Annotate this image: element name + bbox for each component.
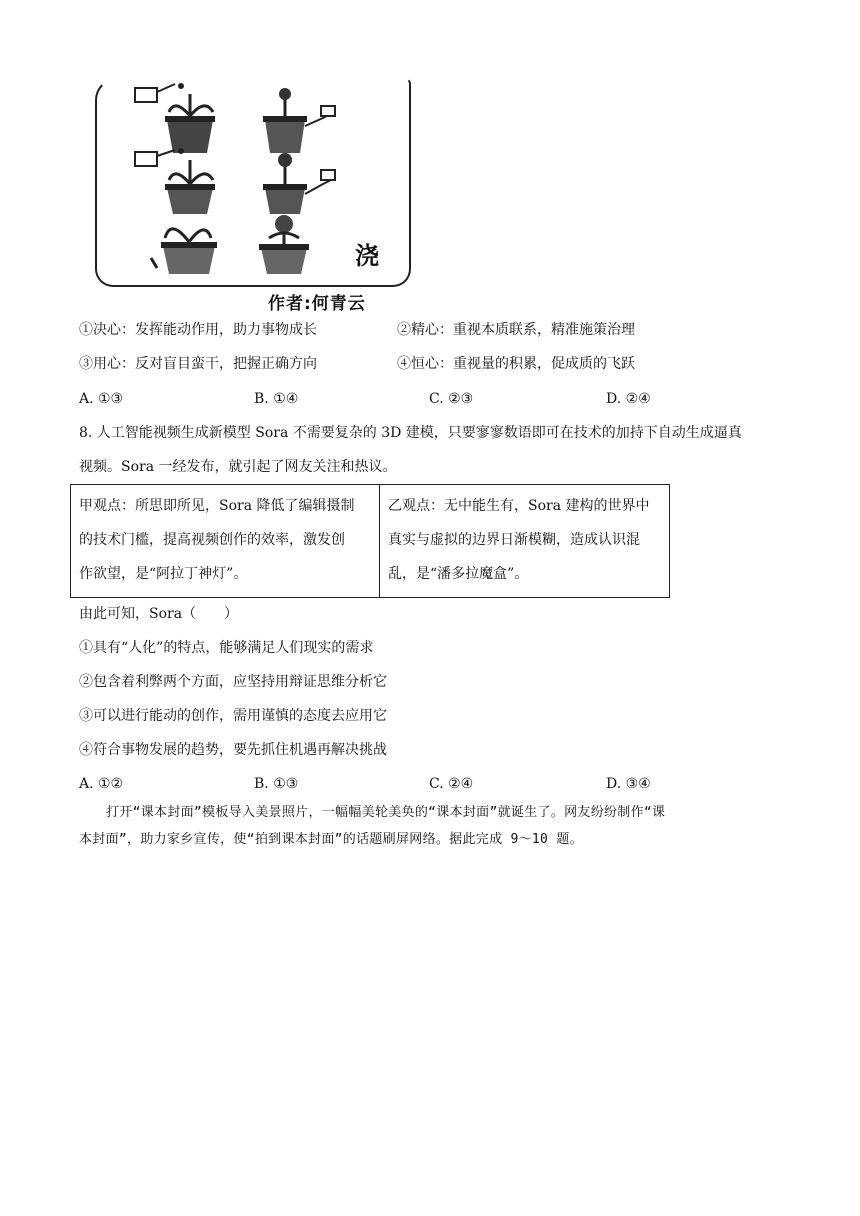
passage-line-2: 本封面”，助力家乡宣传，使“拍到课本封面”的话题刷屏网络。据此完成 9～10 题。	[79, 832, 583, 847]
q8-choice-b: B. ①③	[254, 776, 299, 792]
potted-plant-icon	[165, 94, 215, 153]
q8-stem-line-1: 8. 人工智能视频生成新模型 Sora 不需要复杂的 3D 建模，只要寥寥数语即可在技术的加持下自动生成逼真	[79, 425, 742, 441]
viewpoint-a-line-2: 的技术门槛，提高视频创作的效率，激发创	[79, 532, 345, 548]
q7-option-2: ②精心：重视本质联系，精准施策治理	[397, 322, 635, 338]
q7-option-3: ③用心：反对盲目蛮干，把握正确方向	[79, 356, 317, 372]
cartoon-caption: 作者:何青云	[268, 294, 366, 314]
flower-pot-icon	[263, 88, 335, 153]
q8-option-4: ④符合事物发展的趋势，要先抓住机遇再解决挑战	[79, 742, 387, 758]
q7-choice-c: C. ②③	[429, 391, 474, 407]
q8-option-1: ①具有“人化”的特点，能够满足人们现实的需求	[79, 640, 374, 656]
table-divider	[379, 484, 380, 597]
viewpoint-b-line-3: 乱，是“潘多拉魔盒”。	[388, 566, 529, 582]
q7-choice-d: D. ②④	[606, 391, 651, 407]
viewpoint-b-line-1: 乙观点：无中能生有，Sora 建构的世界中	[388, 498, 650, 514]
q8-stem-line-2: 视频。Sora 一经发布，就引起了网友关注和热议。	[79, 459, 397, 475]
q8-choice-c: C. ②④	[429, 776, 474, 792]
potted-plant-icon	[165, 160, 215, 214]
q7-option-1: ①决心：发挥能动作用，助力事物成长	[79, 322, 317, 338]
q8-choice-d: D. ③④	[606, 776, 651, 792]
blooming-flower-icon	[259, 215, 309, 274]
viewpoint-b-line-2: 真实与虚拟的边界日渐模糊，造成认识混	[388, 532, 640, 548]
q7-option-4: ④恒心：重视量的积累，促成质的飞跃	[397, 356, 635, 372]
wilted-plant-icon	[151, 229, 217, 274]
passage-line-1: 打开“课本封面”模板导入美景照片，一幅幅美轮美奂的“课本封面”就诞生了。网友纷纷制作“课	[106, 805, 666, 820]
cartoon-title: 浇	[355, 242, 379, 270]
viewpoint-a-line-1: 甲观点：所思即所见，Sora 降低了编辑摄制	[79, 498, 355, 514]
watering-can-icon	[135, 83, 184, 102]
q7-choice-a: A. ①③	[79, 391, 124, 407]
viewpoint-a-line-3: 作欲望，是“阿拉丁神灯”。	[79, 566, 248, 582]
q8-choice-a: A. ①②	[79, 776, 124, 792]
q7-choice-b: B. ①④	[254, 391, 299, 407]
flower-pot-icon	[263, 153, 335, 214]
q8-option-2: ②包含着利弊两个方面，应坚持用辩证思维分析它	[79, 674, 387, 690]
q8-option-3: ③可以进行能动的创作，需用谨慎的态度去应用它	[79, 708, 387, 724]
q8-lead: 由此可知，Sora（ ）	[79, 606, 239, 622]
